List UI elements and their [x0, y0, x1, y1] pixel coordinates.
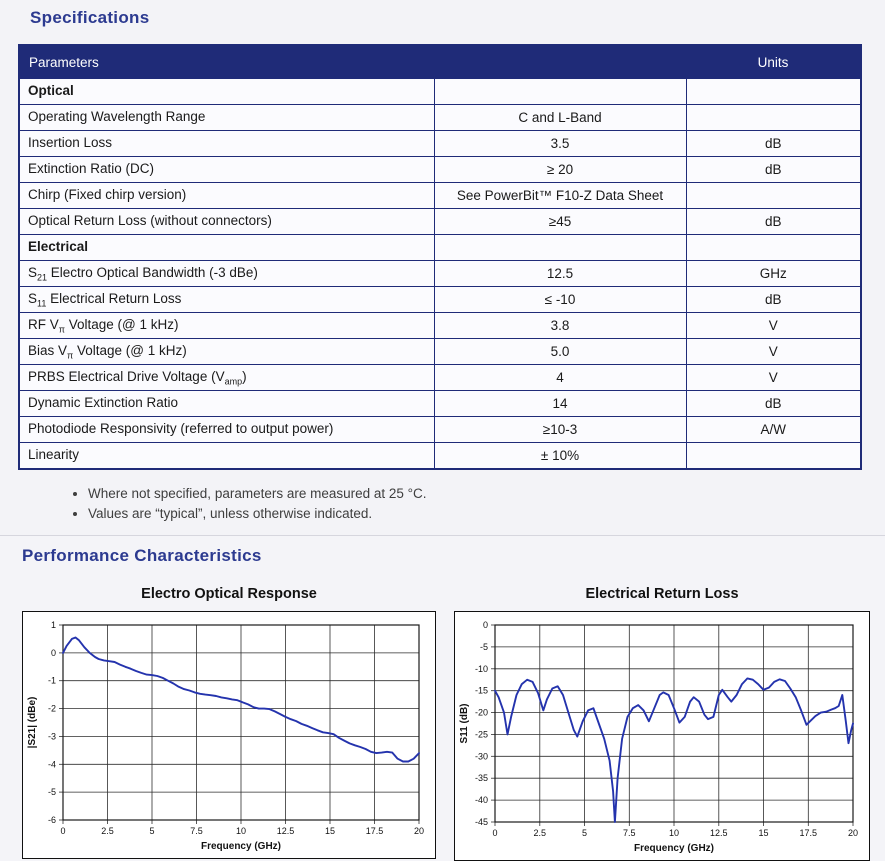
svg-text:10: 10: [668, 828, 680, 839]
unit-cell: [686, 183, 861, 209]
parameter-cell: PRBS Electrical Drive Voltage $(V_{amp})$: [19, 365, 434, 391]
note-item: • Values are “typical”, unless otherwise indicated.: [88, 504, 885, 524]
electrical-return-loss-block: [454, 580, 870, 861]
parameter-cell: Optical: [19, 79, 434, 105]
parameter-cell: Chirp (Fixed chirp version): [19, 183, 434, 209]
svg-text:-45: -45: [474, 817, 488, 828]
parameter-cell: $S_{11}$ Electrical Return Loss: [19, 287, 434, 313]
svg-text:5: 5: [581, 828, 588, 839]
svg-text:12.5: 12.5: [710, 828, 728, 839]
unit-cell: A/W: [686, 417, 861, 443]
table-row: [19, 209, 861, 235]
table-row: [19, 261, 861, 287]
charts-row: [0, 566, 885, 861]
svg-text:0: 0: [50, 648, 56, 659]
table-row: [19, 443, 861, 470]
value-cell: ≥45: [434, 209, 686, 235]
parameter-cell: Dynamic Extinction Ratio: [19, 391, 434, 417]
table-row: [19, 105, 861, 131]
table-row: [19, 365, 861, 391]
svg-text:-35: -35: [474, 773, 488, 784]
table-row: [19, 79, 861, 105]
value-cell: ≤ -10: [434, 287, 686, 313]
value-cell: ± 10%: [434, 443, 686, 470]
svg-text:-2: -2: [47, 703, 56, 714]
table-row: [19, 183, 861, 209]
note-item: • Where not specified, parameters are measured at 25 °C.: [88, 484, 885, 504]
svg-text:2.5: 2.5: [533, 828, 547, 839]
parameter-cell: $S_{21}$ Electro Optical Bandwidth (-3 dBe): [19, 261, 434, 287]
performance-heading: Performance Characteristics: [22, 546, 262, 566]
svg-text:-5: -5: [47, 787, 56, 798]
value-cell: [434, 235, 686, 261]
svg-text:2.5: 2.5: [101, 826, 114, 837]
unit-cell: [686, 105, 861, 131]
performance-section: [0, 535, 885, 861]
electro-optical-response-chart: [23, 612, 435, 858]
svg-text:-1: -1: [47, 675, 56, 686]
table-row: [19, 313, 861, 339]
parameter-cell: Photodiode Responsivity (referred to output power): [19, 417, 434, 443]
table-row: [19, 339, 861, 365]
electro-optical-response-block: [22, 580, 436, 861]
value-column-header: [434, 45, 686, 79]
parameter-cell: Linearity: [19, 443, 434, 470]
svg-text:15: 15: [324, 826, 336, 837]
specifications-heading: Specifications: [30, 8, 150, 27]
svg-text:7.5: 7.5: [623, 828, 636, 839]
value-cell: 14: [434, 391, 686, 417]
svg-text:20: 20: [847, 828, 859, 839]
value-cell: ≥10-3: [434, 417, 686, 443]
unit-cell: V: [686, 313, 861, 339]
electrical-return-loss-chart: [455, 612, 869, 860]
parameter-cell: Insertion Loss: [19, 131, 434, 157]
parameter-cell: RF $V_\pi$ Voltage (@ 1 kHz): [19, 313, 434, 339]
electro-optical-response-frame: [22, 611, 436, 859]
electrical-return-loss-frame: [454, 611, 870, 861]
electrical-return-loss-title: Electrical Return Loss: [585, 586, 739, 603]
table-row: [19, 131, 861, 157]
svg-text:12.5: 12.5: [276, 826, 295, 837]
svg-text:-5: -5: [479, 642, 488, 653]
svg-text:17.5: 17.5: [799, 828, 818, 839]
specs-table-body: [19, 79, 861, 470]
value-cell: 12.5: [434, 261, 686, 287]
value-cell: See PowerBit™ F10-Z Data Sheet: [434, 183, 686, 209]
parameter-cell: Bias $V_\pi$ Voltage (@ 1 kHz): [19, 339, 434, 365]
parameter-cell: Electrical: [19, 235, 434, 261]
svg-text:-10: -10: [474, 663, 488, 674]
svg-text:0: 0: [492, 828, 498, 839]
svg-text:-30: -30: [474, 751, 488, 762]
svg-text:-3: -3: [47, 731, 56, 742]
svg-text:5: 5: [149, 826, 155, 837]
parameter-cell: Optical Return Loss (without connectors): [19, 209, 434, 235]
unit-cell: [686, 235, 861, 261]
svg-text:Frequency (GHz): Frequency (GHz): [200, 841, 282, 853]
unit-cell: dB: [686, 391, 861, 417]
svg-text:10: 10: [235, 826, 247, 837]
value-cell: 4: [434, 365, 686, 391]
value-cell: 3.8: [434, 313, 686, 339]
table-row: [19, 391, 861, 417]
value-cell: ≥ 20: [434, 157, 686, 183]
unit-cell: GHz: [686, 261, 861, 287]
parameter-cell: Operating Wavelength Range: [19, 105, 434, 131]
table-row: [19, 157, 861, 183]
svg-text:-4: -4: [47, 759, 56, 770]
svg-text:17.5: 17.5: [365, 826, 384, 837]
svg-text:Frequency (GHz): Frequency (GHz): [633, 843, 715, 855]
value-cell: [434, 79, 686, 105]
svg-text:15: 15: [758, 828, 769, 839]
unit-cell: [686, 443, 861, 470]
table-row: [19, 235, 861, 261]
unit-cell: dB: [686, 209, 861, 235]
electro-optical-response-title: Electro Optical Response: [141, 586, 317, 603]
svg-text:7.5: 7.5: [190, 826, 203, 837]
specifications-table: [18, 44, 862, 470]
svg-text:-40: -40: [474, 795, 488, 806]
value-cell: 5.0: [434, 339, 686, 365]
table-row: [19, 287, 861, 313]
value-cell: C and L-Band: [434, 105, 686, 131]
svg-text:-15: -15: [474, 685, 488, 696]
specifications-table-header: [19, 45, 861, 79]
svg-text:-25: -25: [474, 729, 488, 740]
unit-cell: dB: [686, 287, 861, 313]
unit-cell: dB: [686, 157, 861, 183]
parameters-column-header: Parameters: [19, 45, 434, 79]
unit-cell: [686, 79, 861, 105]
notes-list: [70, 484, 885, 523]
svg-text:0: 0: [60, 826, 66, 837]
svg-text:0: 0: [482, 620, 488, 631]
parameter-cell: Extinction Ratio (DC): [19, 157, 434, 183]
svg-text:-20: -20: [474, 707, 488, 718]
unit-cell: V: [686, 365, 861, 391]
svg-text:S11 (dB): S11 (dB): [459, 703, 470, 744]
svg-text:1: 1: [50, 620, 56, 631]
svg-text:-6: -6: [47, 815, 56, 826]
table-row: [19, 417, 861, 443]
svg-text:20: 20: [413, 826, 425, 837]
value-cell: 3.5: [434, 131, 686, 157]
units-column-header: Units: [686, 45, 861, 79]
unit-cell: V: [686, 339, 861, 365]
svg-text:|S21| (dBe): |S21| (dBe): [27, 696, 38, 749]
unit-cell: dB: [686, 131, 861, 157]
